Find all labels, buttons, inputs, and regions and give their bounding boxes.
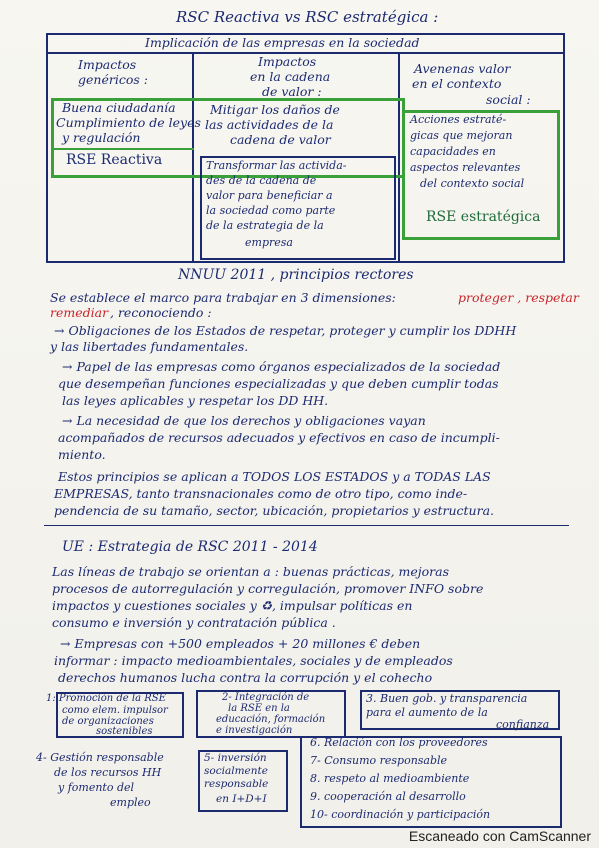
col2-box-line2: las actividades de la [205,117,334,132]
s1-p2-line2: que desempeñan funciones especializadas y que deben cumplir todas [58,376,499,391]
page-title: RSC Reactiva vs RSC estratégica : [176,8,439,26]
s2-p1-line2: procesos de autorregulación y corregulación, promover INFO sobre [52,581,484,596]
s1-p3-line1: → La necesidad de que los derechos y obligaciones vayan [62,413,426,428]
col1-box-line1: Buena ciudadanía [62,100,176,115]
item1-line1: 1: Promoción de la RSE [46,693,166,704]
s1-p1-line1: → Obligaciones de los Estados de respetar, proteger y cumplir los DDHH [54,323,517,338]
col2-head-line1: Impactos [258,54,317,69]
col1-box-line2: Cumplimiento de leyes [56,115,201,130]
s2-p1-line4: consumo e inversión y contratación pública . [52,615,336,630]
rse-estrategica-label: RSE estratégica [426,209,541,225]
col3-lower-line1: Acciones estraté- [410,113,507,126]
col2-lower-line2: des de la cadena de [206,174,317,187]
item2-line3: educación, formación [216,714,326,725]
item3-line2: para el aumento de la [366,706,488,719]
col1-head-line2: genéricos : [78,72,148,87]
camscanner-watermark: Escaneado con CamScanner [408,828,591,844]
section-separator [44,525,569,526]
col2-box-line3: cadena de valor [230,132,331,147]
col2-lower-line4: la sociedad como parte [206,204,336,217]
item5-line4: en I+D+I [216,793,267,805]
nnuu-heading: NNUU 2011 , principios rectores [178,267,414,283]
item1-line3: de organizaciones [62,716,154,727]
item5-line3: responsable [204,778,269,790]
col3-lower-line4: aspectos relevantes [410,161,521,174]
s1-line1b: proteger , respetar [458,290,579,305]
s1-p4-line1: Estos principios se aplican a TODOS LOS ESTADOS y a TODAS LAS [58,469,491,484]
col2-head-line2: en la cadena [250,69,331,84]
item6: 6. Relación con los proveedores [310,736,488,749]
item4-line3: y fomento del [58,781,135,794]
s1-p4-line3: pendencia de su tamaño, sector, ubicación, propietarios y estructura. [54,503,495,518]
item1-line4: sostenibles [96,726,153,737]
s2-p1-line1: Las líneas de trabajo se orientan a : buenas prácticas, mejoras [52,564,450,579]
s1-p3-line2: acompañados de recursos adecuados y efectivos en caso de incumpli- [58,430,500,445]
s2-p1-line3: impactos y cuestiones sociales y ♻, impulsar políticas en [52,598,413,613]
rse-reactiva-label: RSE Reactiva [66,152,163,168]
item2-line2: la RSE en la [228,703,290,714]
table-header: Implicación de las empresas en la sociedad [145,35,420,50]
item4-line2: de los recursos HH [54,766,162,779]
item8: 8. respeto al medioambiente [310,772,470,785]
col3-head-line3: social : [486,92,531,107]
col3-head-line2: en el contexto [412,76,502,91]
col2-lower-line6: empresa [245,236,293,249]
item2-line1: 2- Integración de [222,692,310,703]
col2-lower-line3: valor para beneficiar a [206,189,333,202]
s1-line1a: Se establece el marco para trabajar en 3 dimensiones: [50,290,396,305]
col3-head-line1: Avenenas valor [414,61,511,76]
s1-p3-line3: miento. [58,447,106,462]
s1-p1-line2: y las libertades fundamentales. [50,339,249,354]
col2-head-line3: de valor : [262,84,322,99]
s1-p4-line2: EMPRESAS, tanto transnacionales como de otro tipo, como inde- [54,486,468,501]
item3-line3: confianza [496,718,550,731]
item3-line1: 3. Buen gob. y transparencia [366,692,528,705]
item5-line2: socialmente [204,765,268,777]
col3-lower-line5: del contexto social [420,177,525,190]
col1-head-line1: Impactos [78,57,137,72]
item5-line1: 5- inversión [204,752,267,764]
item2-line4: e investigación [216,725,293,736]
s1-p2-line1: → Papel de las empresas como órganos especializados de la sociedad [62,359,501,374]
s2-p2-line1: → Empresas con +500 empleados + 20 millones € deben [60,636,421,651]
s1-line2b: , reconociendo : [110,305,212,320]
s2-p2-line2: informar : impacto medioambientales, sociales y de empleados [54,653,453,668]
col3-lower-line3: capacidades en [410,145,496,158]
ue-heading: UE : Estrategia de RSC 2011 - 2014 [62,539,318,555]
col1-box-line3: y regulación [62,130,141,145]
col3-lower-line2: gicas que mejoran [410,129,513,142]
item1-line2: como elem. impulsor [62,705,168,716]
s1-p2-line3: las leyes aplicables y respetar los DD HH. [62,393,329,408]
reactiva-divider [54,148,194,150]
s1-line2a: remediar [50,305,109,320]
item4-line4: empleo [110,796,151,809]
item10: 10- coordinación y participación [310,808,491,821]
item9: 9. cooperación al desarrollo [310,790,466,803]
item7: 7- Consumo responsable [310,754,448,767]
s2-p2-line3: derechos humanos lucha contra la corrupción y el cohecho [58,670,433,685]
item4-line1: 4- Gestión responsable [36,751,164,764]
col2-box-line1: Mitigar los daños de [210,102,340,117]
col2-lower-line5: de la estrategia de la [206,219,324,232]
col2-lower-line1: Transformar las activida- [206,159,347,172]
